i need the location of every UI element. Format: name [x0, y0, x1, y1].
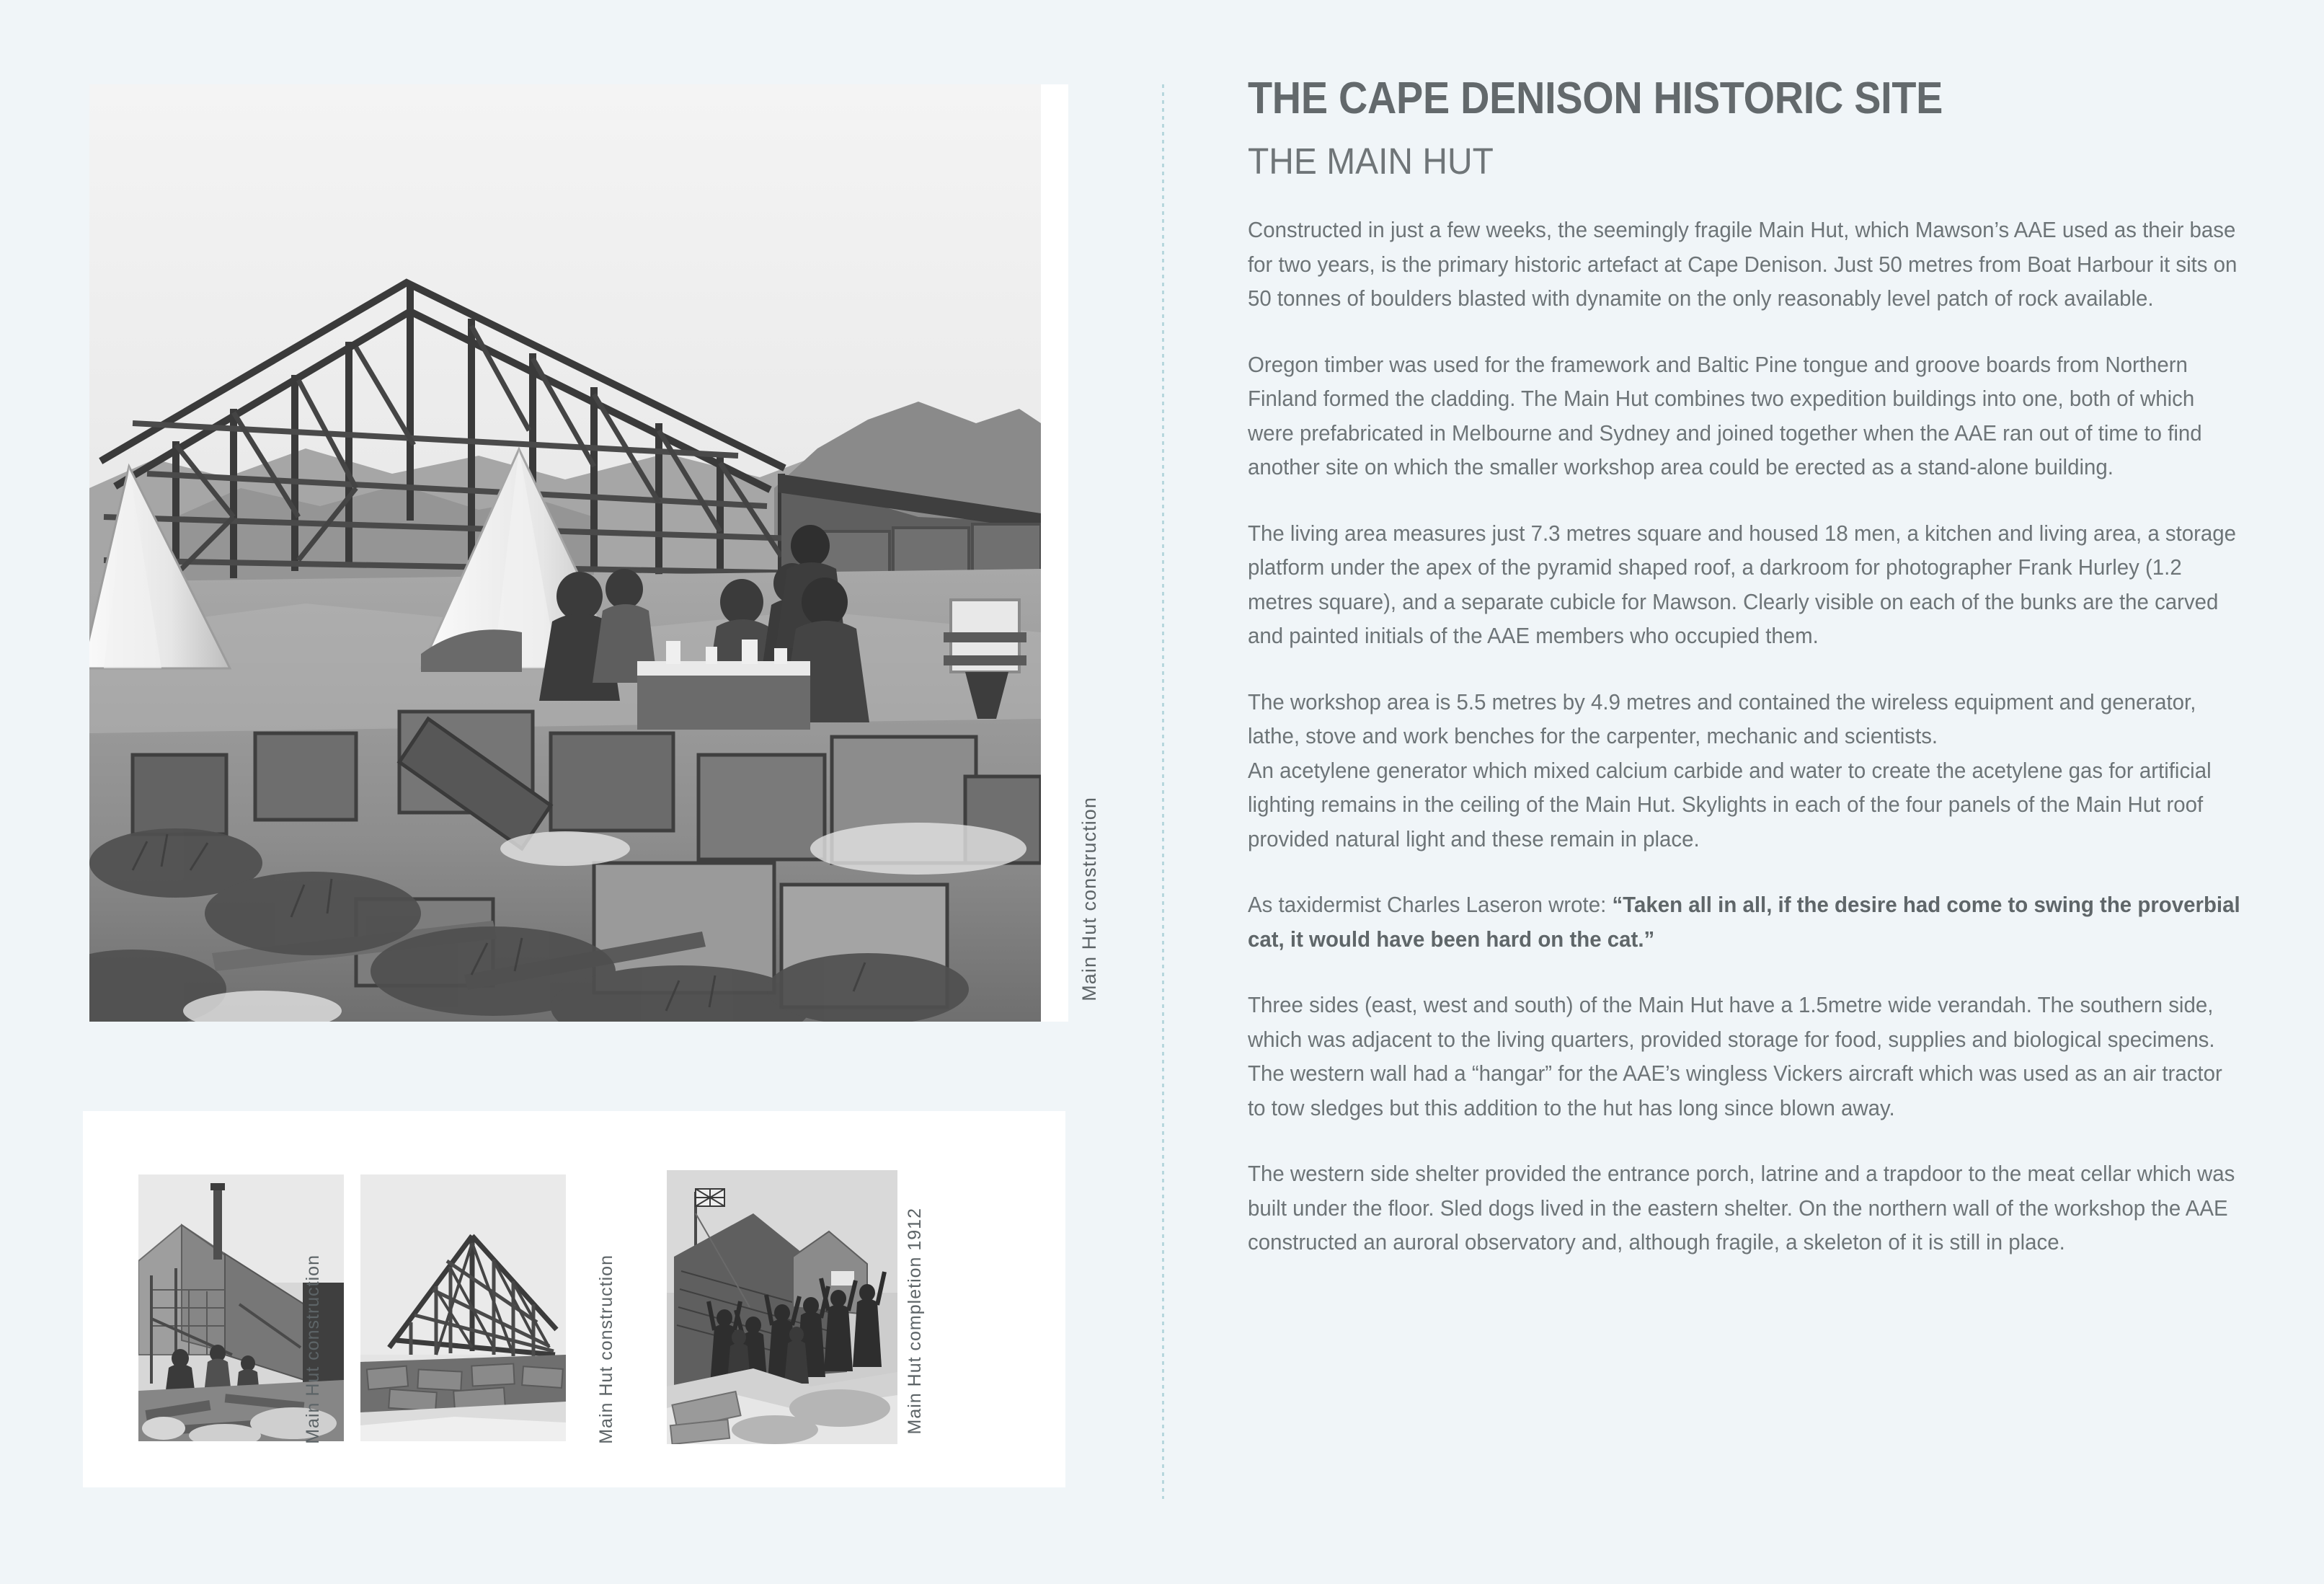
page-title: THE CAPE DENISON HISTORIC SITE [1248, 74, 1943, 123]
paragraph-construction: Constructed in just a few weeks, the seemingly fragile Main Hut, which Mawson’s AAE used as their base for two years, is the primary historic artefact at Cape Denison. Just 50 metres from Boat Harbour it sits on 50 tonnes of boulders blasted with dynamite on the only reasonably level patch of rock available. [1248, 218, 2237, 311]
workshop-line-1: The workshop area is 5.5 metres by 4.9 metres and contained the wireless equipment and generator, lathe, stove and work benches for the carpenter, mechanic and scientists. [1248, 689, 2196, 749]
main-photo-caption: Main Hut construction [1078, 797, 1100, 1001]
paragraph-workshop [1248, 686, 2241, 857]
main-photo-image [89, 84, 1041, 1022]
thumbnail-main-hut-construction-2[interactable] [360, 1174, 566, 1441]
paragraph-quote [1248, 888, 2241, 957]
main-photo-hut-construction [89, 84, 1041, 1022]
thumbnail-caption-3: Main Hut completion 1912 [905, 1208, 925, 1435]
body-copy [1248, 213, 2241, 1260]
workshop-line-2: An acetylene generator which mixed calcium carbide and water to create the acetylene gas for artificial lighting remains in the ceiling of the Main Hut. Skylights in each of the four panels of the Main Hut roof provided natural light and these remain in place. [1248, 758, 2212, 851]
thumbnail-main-hut-completion-1912[interactable] [667, 1170, 897, 1444]
thumbnail-2-image [360, 1174, 566, 1441]
column-divider [1162, 84, 1164, 1499]
paragraph-timber: Oregon timber was used for the framework and Baltic Pine tongue and groove boards from Northern Finland formed the cladding. The Main Hut combines two expedition buildings into one, both of which were prefabricated in Melbourne and Sydney and joined together when the AAE ran out of time to find another site on which the smaller workshop area could be erected as a stand-alone building. [1248, 352, 2202, 480]
laseron-quote: “Taken all in all, if the desire had come to swing the proverbial cat, it would have been hard on the cat.” [1248, 893, 2240, 952]
paragraph-verandah: Three sides (east, west and south) of the Main Hut have a 1.5metre wide verandah. The southern side, which was adjacent to the living quarters, provided storage for food, supplies and biological specimens. The western wall had a “hangar” for the AAE’s wingless Vickers aircraft which was used as an air tractor to tow sledges but this addition to the hut has long since blown away. [1248, 993, 2222, 1120]
section-title: THE MAIN HUT [1248, 141, 1494, 182]
paragraph-living-area: The living area measures just 7.3 metres square and housed 18 men, a kitchen and living area, a storage platform under the apex of the pyramid shaped roof, a darkroom for photographer Frank Hurley (1.2 metres square), and a separate cubicle for Mawson. Clearly visible on each of the bunks are the carved and painted initials of the AAE members who occupied them. [1248, 521, 2237, 649]
thumbnail-caption-2: Main Hut construction [596, 1255, 616, 1444]
thumbnail-caption-1: Main Hut construction [303, 1255, 323, 1444]
thumbnail-3-image [667, 1170, 897, 1444]
main-photo-panel [89, 84, 1068, 1022]
text-column [1248, 75, 2241, 1260]
quote-lead-in: As taxidermist Charles Laseron wrote: [1248, 893, 1613, 918]
paragraph-shelters: The western side shelter provided the entrance porch, latrine and a trapdoor to the meat cellar which was built under the floor. Sled dogs lived in the eastern shelter. On the northern wall of the workshop the AAE constructed an auroral observatory and, although fragile, a skeleton of it is still in place. [1248, 1162, 2235, 1255]
